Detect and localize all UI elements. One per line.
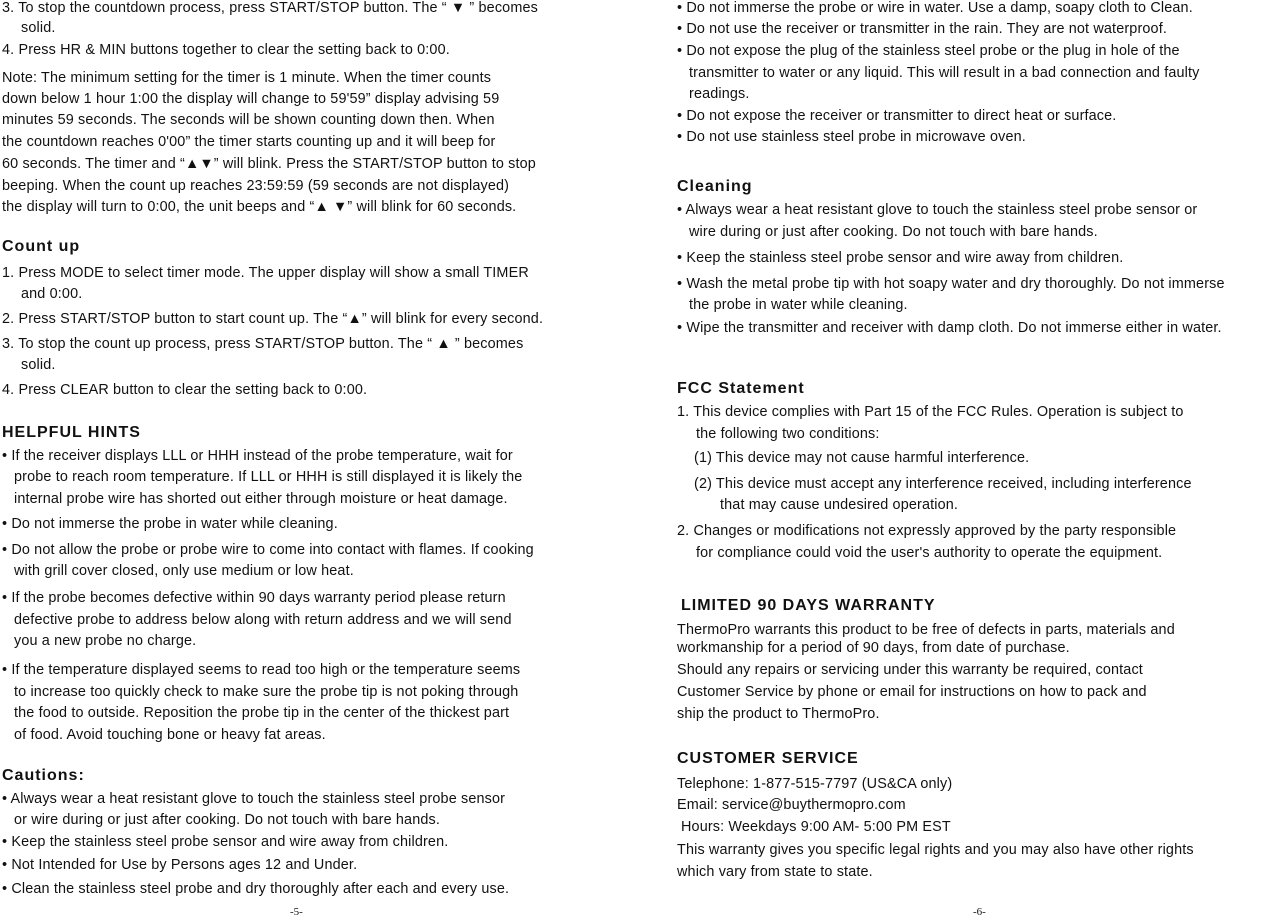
fcc-line: for compliance could void the user's authority to operate the equipment. bbox=[696, 545, 1163, 561]
email-line: Email: service@buythermopro.com bbox=[677, 797, 906, 813]
hint-line: defective probe to address below along with return address and we will send bbox=[14, 612, 512, 628]
fcc-line: 2. Changes or modifications not expressly approved by the party responsible bbox=[677, 523, 1177, 539]
warning-line: • Do not use the receiver or transmitter in the rain. They are not waterproof. bbox=[677, 21, 1167, 37]
warranty-line: workmanship for a period of 90 days, from date of purchase. bbox=[677, 640, 1070, 656]
cleaning-line: • Always wear a heat resistant glove to touch the stainless steel probe sensor or bbox=[677, 202, 1198, 218]
note-line: 60 seconds. The timer and “▲▼” will blink. Press the START/STOP button to stop bbox=[2, 156, 536, 172]
warning-line: • Do not expose the receiver or transmitter to direct heat or surface. bbox=[677, 108, 1117, 124]
hint-line: to increase too quickly check to make sure the probe tip is not poking through bbox=[14, 684, 519, 700]
caution-line: • Clean the stainless steel probe and dry thoroughly after each and every use. bbox=[2, 881, 510, 897]
warning-line: readings. bbox=[689, 86, 750, 102]
count-up-line: solid. bbox=[21, 357, 56, 373]
rights-line: which vary from state to state. bbox=[677, 864, 873, 880]
cleaning-line: • Wipe the transmitter and receiver with damp cloth. Do not immerse either in water. bbox=[677, 320, 1222, 336]
warning-line: • Do not use stainless steel probe in microwave oven. bbox=[677, 129, 1026, 145]
fcc-line: that may cause undesired operation. bbox=[720, 497, 959, 513]
hint-line: • Do not immerse the probe in water while cleaning. bbox=[2, 516, 338, 532]
countdown-step-3: 3. To stop the countdown process, press START/STOP button. The “ ▼ ” becomes bbox=[2, 0, 538, 16]
caution-line: • Always wear a heat resistant glove to touch the stainless steel probe sensor bbox=[2, 791, 506, 807]
cautions-heading: Cautions: bbox=[2, 767, 85, 784]
telephone-line: Telephone: 1-877-515-7797 (US&CA only) bbox=[677, 776, 953, 792]
note-line: beeping. When the count up reaches 23:59:59 (59 seconds are not displayed) bbox=[2, 178, 510, 194]
note-line: the countdown reaches 0'00” the timer starts counting up and it will beep for bbox=[2, 134, 496, 150]
count-up-line: 4. Press CLEAR button to clear the setting back to 0:00. bbox=[2, 382, 368, 398]
caution-line: • Keep the stainless steel probe sensor and wire away from children. bbox=[2, 834, 449, 850]
page-number-6: -6- bbox=[973, 906, 986, 918]
warranty-line: ThermoPro warrants this product to be free of defects in parts, materials and bbox=[677, 622, 1175, 638]
caution-line: • Not Intended for Use by Persons ages 12 and Under. bbox=[2, 857, 358, 873]
warranty-heading: LIMITED 90 DAYS WARRANTY bbox=[681, 597, 936, 614]
hint-line: internal probe wire has shorted out either through moisture or heat damage. bbox=[14, 491, 508, 507]
fcc-line: the following two conditions: bbox=[696, 426, 880, 442]
rights-line: This warranty gives you specific legal rights and you may also have other rights bbox=[677, 842, 1194, 858]
cleaning-line: • Wash the metal probe tip with hot soapy water and dry thoroughly. Do not immerse bbox=[677, 276, 1225, 292]
fcc-statement-heading: FCC Statement bbox=[677, 380, 805, 397]
customer-service-heading: CUSTOMER SERVICE bbox=[677, 750, 859, 767]
hint-line: • Do not allow the probe or probe wire to come into contact with flames. If cooking bbox=[2, 542, 534, 558]
count-up-line: 1. Press MODE to select timer mode. The upper display will show a small TIMER bbox=[2, 265, 529, 281]
warranty-line: Customer Service by phone or email for instructions on how to pack and bbox=[677, 684, 1147, 700]
helpful-hints-heading: HELPFUL HINTS bbox=[2, 424, 141, 441]
fcc-line: 1. This device complies with Part 15 of the FCC Rules. Operation is subject to bbox=[677, 404, 1184, 420]
warning-line: transmitter to water or any liquid. This will result in a bad connection and faulty bbox=[689, 65, 1200, 81]
hint-line: probe to reach room temperature. If LLL or HHH is still displayed it is likely the bbox=[14, 469, 523, 485]
note-line: the display will turn to 0:00, the unit beeps and “▲ ▼” will blink for 60 seconds. bbox=[2, 199, 517, 215]
note-line: Note: The minimum setting for the timer is 1 minute. When the timer counts bbox=[2, 70, 492, 86]
warranty-line: Should any repairs or servicing under this warranty be required, contact bbox=[677, 662, 1143, 678]
fcc-line: (2) This device must accept any interference received, including interference bbox=[694, 476, 1192, 492]
fcc-line: (1) This device may not cause harmful interference. bbox=[694, 450, 1030, 466]
hint-line: • If the receiver displays LLL or HHH instead of the probe temperature, wait for bbox=[2, 448, 513, 464]
cleaning-line: the probe in water while cleaning. bbox=[689, 297, 908, 313]
count-up-line: 2. Press START/STOP button to start count up. The “▲” will blink for every second. bbox=[2, 311, 544, 327]
cleaning-heading: Cleaning bbox=[677, 178, 753, 195]
caution-line: or wire during or just after cooking. Do not touch with bare hands. bbox=[14, 812, 441, 828]
hint-line: the food to outside. Reposition the probe tip in the center of the thickest part bbox=[14, 705, 510, 721]
hint-line: • If the probe becomes defective within 90 days warranty period please return bbox=[2, 590, 506, 606]
countdown-step-4: 4. Press HR & MIN buttons together to clear the setting back to 0:00. bbox=[2, 42, 450, 58]
hint-line: with grill cover closed, only use medium or low heat. bbox=[14, 563, 354, 579]
count-up-line: and 0:00. bbox=[21, 286, 83, 302]
page-number-5: -5- bbox=[290, 906, 303, 918]
note-line: down below 1 hour 1:00 the display will change to 59'59” display advising 59 bbox=[2, 91, 500, 107]
warning-line: • Do not immerse the probe or wire in water. Use a damp, soapy cloth to Clean. bbox=[677, 0, 1193, 16]
hint-line: you a new probe no charge. bbox=[14, 633, 197, 649]
warranty-line: ship the product to ThermoPro. bbox=[677, 706, 880, 722]
note-line: minutes 59 seconds. The seconds will be shown counting down then. When bbox=[2, 112, 495, 128]
count-up-heading: Count up bbox=[2, 238, 81, 255]
cleaning-line: • Keep the stainless steel probe sensor and wire away from children. bbox=[677, 250, 1124, 266]
hours-line: Hours: Weekdays 9:00 AM- 5:00 PM EST bbox=[681, 819, 951, 835]
countdown-step-3-cont: solid. bbox=[21, 20, 56, 36]
hint-line: • If the temperature displayed seems to read too high or the temperature seems bbox=[2, 662, 521, 678]
warning-line: • Do not expose the plug of the stainless steel probe or the plug in hole of the bbox=[677, 43, 1180, 59]
count-up-line: 3. To stop the count up process, press START/STOP button. The “ ▲ ” becomes bbox=[2, 336, 524, 352]
cleaning-line: wire during or just after cooking. Do not touch with bare hands. bbox=[689, 224, 1098, 240]
hint-line: of food. Avoid touching bone or heavy fat areas. bbox=[14, 727, 326, 743]
